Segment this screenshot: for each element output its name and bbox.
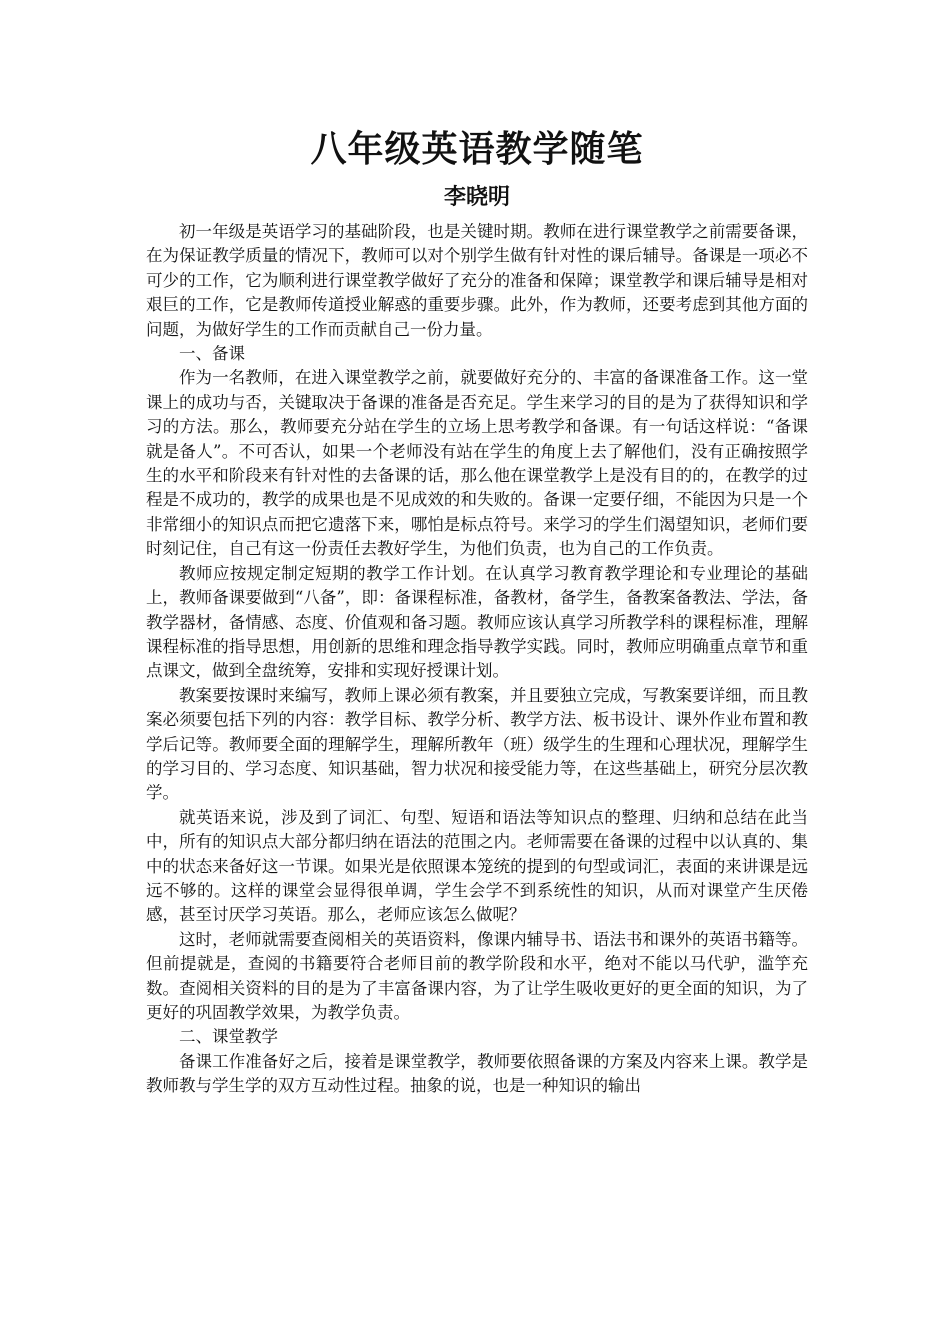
paragraph-preparation-5: 这时，老师就需要查阅相关的英语资料，像课内辅导书、语法书和课外的英语书籍等。但前提就是，查阅的书籍要符合老师目前的教学阶段和水平，绝对不能以马代驴，滥竽充数。查阅相关资料的目的是为了丰富备课内容，为了让学生吸收更好的更全面的知识，为了更好的巩固教学效果，为教学负责。 <box>146 929 808 1022</box>
document-title: 八年级英语教学随笔 <box>310 129 644 170</box>
section-heading-preparation: 一、备课 <box>179 344 245 364</box>
paragraph-classroom-1: 备课工作准备好之后，接着是课堂教学，教师要依照备课的方案及内容来上课。教学是教师教与学生学的双方互动性过程。抽象的说，也是一种知识的输出 <box>146 1051 808 1096</box>
paragraph-preparation-1: 作为一名教师，在进入课堂教学之前，就要做好充分的、丰富的备课准备工作。这一堂课上的成功与否，关键取决于备课的准备是否充足。学生来学习的目的是为了获得知识和学习的方法。那么，教师要充分站在学生的立场上思考教学和备课。有一句话这样说：“备课就是备人”。不可否认，如果一个老师没有站在学生的角度上去了解他们，没有正确按照学生的水平和阶段来有针对性的去备课的话，那么他在课堂教学上是没有目的的，在教学的过程是不成功的，教学的成果也是不见成效的和失败的。备课一定要仔细，不能因为只是一个非常细小的知识点而把它遗落下来，哪怕是标点符号。来学习的学生们渴望知识，老师们要时刻记住，自己有这一份责任去教好学生，为他们负责，也为自己的工作负责。 <box>146 368 808 559</box>
paragraph-intro: 初一年级是英语学习的基础阶段，也是关键时期。教师在进行课堂教学之前需要备课，在为保证教学质量的情况下，教师可以对个别学生做有针对性的课后辅导。备课是一项必不可少的工作，它为顺利进行课堂教学做好了充分的准备和保障；课堂教学和课后辅导是相对艰巨的工作，它是教师传道授业解惑的重要步骤。此外，作为教师，还要考虑到其他方面的问题，为做好学生的工作而贡献自己一份力量。 <box>146 222 808 339</box>
paragraph-preparation-4: 就英语来说，涉及到了词汇、句型、短语和语法等知识点的整理、归纳和总结在此当中，所有的知识点大部分都归纳在语法的范围之内。老师需要在备课的过程中以认真的、集中的状态来备好这一节课。如果光是依照课本笼统的提到的句型或词汇，表面的来讲课是远远不够的。这样的课堂会显得很单调，学生会学不到系统性的知识，从而对课堂产生厌倦感，甚至讨厌学习英语。那么，老师应该怎么做呢？ <box>146 807 808 925</box>
paragraph-preparation-3: 教案要按课时来编写，教师上课必须有教案，并且要独立完成，写教案要详细，而且教案必须要包括下列的内容：教学目标、教学分析、教学方法、板书设计、课外作业布置和教学后记等。教师要全面的理解学生，理解所教年（班）级学生的生理和心理状况，理解学生的学习目的、学习态度、知识基础，智力状况和接受能力等，在这些基础上，研究分层次教学。 <box>146 685 808 803</box>
author-name: 李晓明 <box>443 185 510 210</box>
paragraph-preparation-2: 教师应按规定制定短期的教学工作计划。在认真学习教育教学理论和专业理论的基础上，教师备课要做到“八备”，即：备课程标准，备教材，备学生，备教案备教法、学法，备教学器材，备情感、态度、价值观和备习题。教师应该认真学习所教学科的课程标准，理解课程标准的指导思想，用创新的思维和理念指导教学实践。同时，教师应明确重点章节和重点课文，做到全盘统筹，安排和实现好授课计划。 <box>146 563 808 681</box>
section-heading-classroom: 二、课堂教学 <box>179 1027 278 1047</box>
document-page <box>146 128 808 1099</box>
